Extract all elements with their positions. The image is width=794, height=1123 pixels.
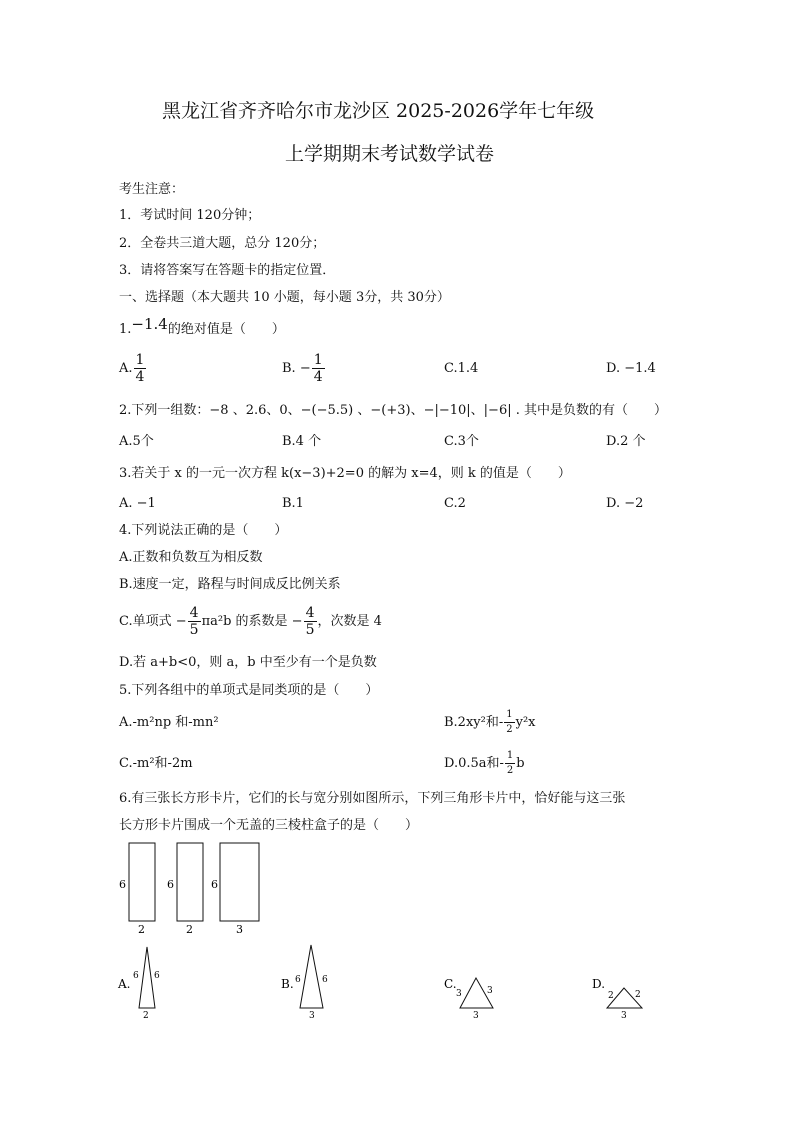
q6-option-c-label: C. xyxy=(444,977,457,991)
q4-stem: 4.下列说法正确的是（ ） xyxy=(119,523,288,538)
q1-option-b[interactable]: B. − $\frac{1}{4}$ xyxy=(282,352,323,385)
q2-option-a[interactable]: A.5个 xyxy=(119,434,154,449)
q6-stem-line2: 长方形卡片围成一个无盖的三棱柱盒子的是（ ） xyxy=(119,818,419,833)
q6-option-a[interactable] xyxy=(116,940,176,1022)
rect-card-2 xyxy=(177,843,203,921)
q1-stem: 1.−1.4的绝对值是（ ） xyxy=(119,315,285,337)
q5-stem: 5.下列各组中的单项式是同类项的是（ ） xyxy=(119,683,379,698)
triangle-a-side1: 6 xyxy=(133,971,139,981)
q1-option-a[interactable]: A. $\frac{1}{4}$ xyxy=(119,352,145,385)
q2-stem: 2.下列一组数：−8 、2.6、0、−(−5.5) 、−(+3)、−|−10|、|−6| . 其中是负数的有（ ） xyxy=(119,403,667,418)
q6-option-d[interactable] xyxy=(590,970,660,1022)
q2-option-c[interactable]: C.3个 xyxy=(444,434,479,449)
q4-option-c[interactable]: C.单项式 − $\frac{4}{5}$ πa²b 的系数是 − $\frac{4}{5}$ ，次数是 4 xyxy=(119,605,382,638)
triangle-c-base: 3 xyxy=(473,1011,479,1021)
triangle-a-side2: 6 xyxy=(154,971,160,981)
q5-option-a[interactable]: A.-m²np 和-mn² xyxy=(119,715,219,730)
rect-1-width: 2 xyxy=(138,923,145,936)
triangle-b xyxy=(300,945,323,1008)
rect-3-length: 6 xyxy=(211,878,218,891)
rect-2-width: 2 xyxy=(186,923,193,936)
q5-option-b[interactable]: B.2xy²和- $\frac{1}{2}$ y²x xyxy=(444,709,536,735)
triangle-a xyxy=(139,947,155,1008)
notice-item-1: 1．考试时间 120分钟； xyxy=(119,208,261,223)
q5-option-c[interactable]: C.-m²和-2m xyxy=(119,756,193,771)
q3-option-c[interactable]: C.2 xyxy=(444,496,466,511)
q4-option-b[interactable]: B.速度一定，路程与时间成反比例关系 xyxy=(119,577,341,592)
triangle-c-side2: 3 xyxy=(487,986,493,996)
section-1-heading: 一、选择题（本大题共 10 小题，每小题 3分，共 30分） xyxy=(119,290,450,305)
q6-stem-line1: 6.有三张长方形卡片，它们的长与宽分别如图所示，下列三角形卡片中，恰好能与这三张 xyxy=(119,791,626,806)
triangle-d-side1: 2 xyxy=(608,991,614,1001)
rectangle-cards-figure xyxy=(110,838,280,938)
triangle-b-side1: 6 xyxy=(295,975,301,985)
q6-option-d-label: D. xyxy=(592,977,606,991)
q2-option-d[interactable]: D.2 个 xyxy=(606,434,646,449)
triangle-c-side1: 3 xyxy=(456,989,462,999)
title-line2: 上学期期末考试数学试卷 xyxy=(285,143,495,165)
q6-option-b[interactable] xyxy=(280,940,340,1022)
notice-heading: 考生注意： xyxy=(119,182,185,197)
title-line1: 黑龙江省齐齐哈尔市龙沙区 2025-2026学年七年级 xyxy=(162,100,595,122)
q4-option-a[interactable]: A.正数和负数互为相反数 xyxy=(119,550,263,565)
q3-option-a[interactable]: A. −1 xyxy=(119,496,156,511)
rect-card-3 xyxy=(220,843,259,921)
q5-option-d[interactable]: D.0.5a和- $\frac{1}{2}$ b xyxy=(444,750,525,776)
q1-option-c[interactable]: C.1.4 xyxy=(444,361,479,376)
q6-option-a-label: A. xyxy=(118,977,131,991)
triangle-b-base: 3 xyxy=(309,1011,315,1021)
triangle-a-base: 2 xyxy=(143,1011,149,1021)
q6-option-b-label: B. xyxy=(281,977,294,991)
notice-item-2: 2．全卷共三道大题，总分 120分； xyxy=(119,236,326,251)
q2-option-b[interactable]: B.4 个 xyxy=(282,434,322,449)
q4-option-d[interactable]: D.若 a+b<0，则 a，b 中至少有一个是负数 xyxy=(119,655,377,670)
q3-option-b[interactable]: B.1 xyxy=(282,496,304,511)
rect-2-length: 6 xyxy=(167,878,174,891)
rect-3-width: 3 xyxy=(236,923,243,936)
q6-option-c[interactable] xyxy=(443,970,503,1022)
triangle-d-base: 3 xyxy=(621,1011,627,1021)
notice-item-3: 3．请将答案写在答题卡的指定位置． xyxy=(119,263,336,278)
q3-stem: 3.若关于 x 的一元一次方程 k(x−3)+2=0 的解为 x=4，则 k 的值是（ ） xyxy=(119,466,571,481)
q3-option-d[interactable]: D. −2 xyxy=(606,496,644,511)
triangle-d-side2: 2 xyxy=(635,990,641,1000)
rect-card-1 xyxy=(129,843,155,921)
q1-option-d[interactable]: D. −1.4 xyxy=(606,361,656,376)
rect-1-length: 6 xyxy=(119,878,126,891)
triangle-b-side2: 6 xyxy=(322,975,328,985)
